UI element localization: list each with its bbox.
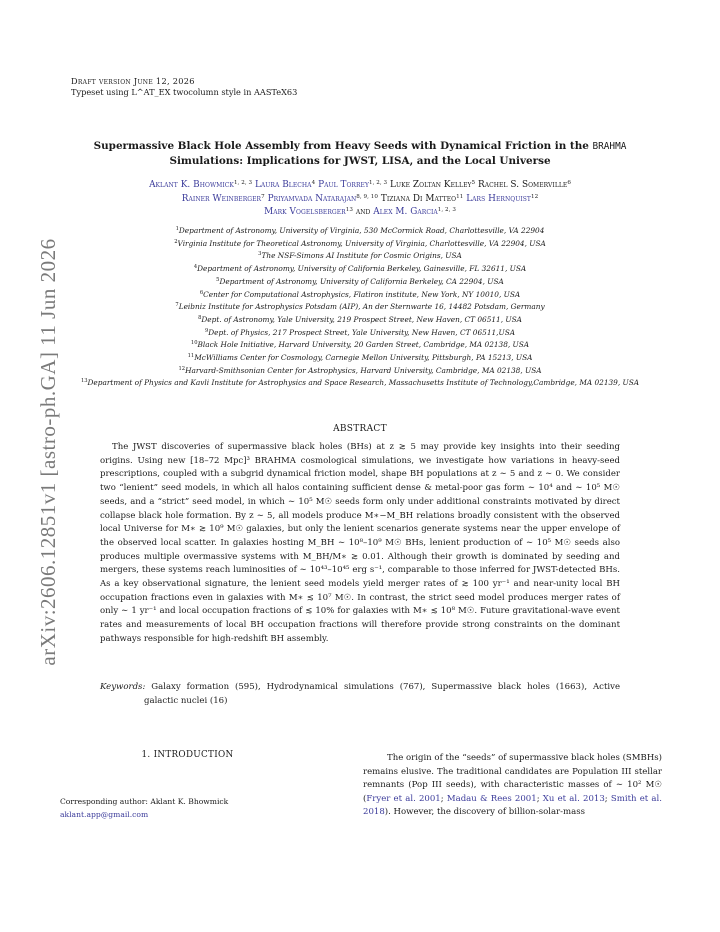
affiliation-number: 7: [175, 302, 179, 309]
citation-separator: ;: [536, 793, 543, 804]
affiliation-item: [55, 300, 665, 313]
typeset-line: Typeset using L^AT_EX twocolumn style in AASTeX63: [71, 86, 298, 97]
author-name[interactable]: Mark Vogelsberger: [264, 207, 346, 218]
author-affiliation-marker: 1, 2, 3: [369, 180, 388, 186]
affiliation-item: [55, 376, 665, 389]
author-affiliation-marker: 13: [345, 207, 353, 214]
author-name[interactable]: Paul Torrey: [318, 180, 369, 190]
affiliation-item: [55, 288, 665, 301]
author-affiliation-marker: 12: [530, 193, 539, 200]
author-name: Rachel S. Somerville: [478, 180, 568, 190]
intro-text-a: The origin of the “seeds” of supermassive black holes (SMBHs) remains elusive. The traditional candidates are Population III stellar remnants (Pop III seeds), with characteristic masses of ∼ 10² M☉ (: [363, 753, 662, 804]
paper-title: [60, 139, 660, 168]
affiliation-text: Harvard-Smithsonian Center for Astrophysics, Harvard University, Cambridge, MA 02138, USA: [185, 365, 542, 375]
affiliation-text: Department of Astronomy, University of Virginia, 530 McCormick Road, Charlottesville, VA 22904: [178, 226, 545, 235]
author-name[interactable]: Aklant K. Bhowmick: [149, 180, 234, 190]
affiliation-text: Department of Physics and Kavli Institute for Astrophysics and Space Research, Massachusetts Institute of Technology,Cambridge, MA 02139, USA: [87, 378, 640, 388]
author-name: Luke Zoltan Kelley: [390, 180, 472, 190]
author-affiliation-marker: 5: [471, 180, 476, 186]
affiliation-number: 8: [198, 314, 202, 321]
draft-version-line: Draft version June 12, 2026: [71, 76, 195, 86]
affiliation-number: 3: [258, 251, 262, 258]
citation-separator: ;: [440, 793, 447, 804]
author-and: and: [352, 207, 374, 218]
affiliation-text: The NSF-Simons AI Institute for Cosmic Origins, USA: [261, 251, 462, 261]
author-name[interactable]: Rainer Weinberger: [181, 193, 262, 204]
author-name[interactable]: Alex M. Garcia: [373, 207, 438, 218]
affiliation-item: [55, 351, 665, 364]
affiliation-text: Department of Astronomy, University of California Berkeley, CA 22904, USA: [219, 276, 504, 286]
affiliation-text: Dept. of Physics, 217 Prospect Street, Yale University, New Haven, CT 06511,USA: [208, 327, 516, 337]
affiliation-item: [55, 313, 665, 326]
author-name[interactable]: Laura Blecha: [254, 180, 312, 190]
affiliation-number: 2: [174, 238, 178, 245]
affiliation-text: Center for Computational Astrophysics, Flatiron institute, New York, NY 10010, USA: [203, 289, 521, 299]
affiliation-item: [55, 237, 665, 250]
affiliation-item: [55, 224, 665, 237]
keywords-label: Keywords:: [100, 682, 146, 692]
affiliation-number: 6: [199, 289, 204, 296]
affiliation-number: 13: [80, 378, 88, 385]
affiliation-text: Department of Astronomy, University of California Berkeley, Gainesville, FL 32611, USA: [197, 264, 527, 274]
affiliation-number: 4: [193, 264, 198, 271]
affiliation-list: [55, 224, 665, 389]
author-affiliation-marker: 1, 2, 3: [437, 207, 456, 214]
arxiv-identifier[interactable]: arXiv:2606.12851v1 [astro-ph.GA] 11 Jun 2026: [36, 238, 60, 666]
affiliation-number: 1: [175, 226, 179, 232]
introduction-paragraph: [363, 752, 662, 820]
corresponding-email-link[interactable]: aklant.app@gmail.com: [60, 810, 149, 819]
affiliation-number: 9: [204, 327, 209, 334]
author-affiliation-marker: 11: [456, 193, 464, 200]
affiliation-text: McWilliams Center for Cosmology, Carnegie Mellon University, Pittsburgh, PA 15213, USA: [194, 353, 533, 363]
author-name: Tiziana Di Matteo: [380, 193, 457, 204]
title-line1: Supermassive Black Hole Assembly from Heavy Seeds with Dynamical Friction in the: [93, 140, 589, 152]
affiliation-item: [55, 249, 665, 262]
title-brahma: BRAHMA: [592, 141, 627, 152]
page-header: [71, 76, 297, 97]
affiliation-text: Black Hole Initiative, Harvard University, 20 Garden Street, Cambridge, MA 02138, USA: [197, 340, 530, 350]
author-affiliation-marker: 8, 9, 10: [356, 193, 379, 200]
citation-link[interactable]: Fryer et al. 2001: [366, 793, 441, 804]
section-heading-introduction: 1. INTRODUCTION: [141, 750, 234, 760]
abstract-heading: ABSTRACT: [333, 424, 387, 434]
affiliation-item: [55, 364, 665, 377]
affiliation-number: 10: [190, 340, 198, 347]
affiliation-item: [55, 275, 665, 288]
abstract-body: The JWST discoveries of supermassive black holes (BHs) at z ≳ 5 may provide key insights into their seeding origins. Using new [18–72 Mpc]³ BRAHMA cosmological simulations, we investigate how variations in heavy-seed prescriptions, coupled with a subgrid dynamical friction model, shape BH populations at z ∼ 5 and z ∼ 0. We consider two “lenient” seed models, in which all halos containing sufficient dense & metal-poor gas form ∼ 10⁴ and ∼ 10⁵ M☉ seeds, and a “strict” seed model, in which ∼ 10⁵ M☉ seeds form only under additional constraints motivated by direct collapse black hole formation. By z ∼ 5, all models produce M∗−M_BH relations broadly consistent with the observed local Universe for M∗ ≳ 10⁹ M☉ galaxies, but only the lenient scenarios generate systems near the upper envelope of the observed local scatter. In galaxies hosting M_BH ∼ 10⁸–10⁹ M☉ BHs, lenient production of ∼ 10⁵ M☉ seeds also produces multiple overmassive systems with M_BH/M∗ ≳ 0.01. Although their growth is dominated by seeding and mergers, these systems reach luminosities of ∼ 10⁴³–10⁴⁵ erg s⁻¹, comparable to those inferred for JWST-detected BHs. As a key observational signature, the lenient seed models yield merger rates of ≳ 100 yr⁻¹ and near-unity local BH occupation fractions even in galaxies with M∗ ≲ 10⁷ M☉. In contrast, the strict seed model produces merger rates of only ∼ 1 yr⁻¹ and local occupation fractions of ≲ 10% for galaxies with M∗ ≲ 10⁸ M☉. Future gravitational-wave event rates and measurements of local BH occupation fractions will therefore provide strong constraints on the dominant pathways responsible for high-redshift BH assembly.: [100, 442, 620, 644]
affiliation-text: Leibniz Institute for Astrophysics Potsdam (AIP), An der Sternwarte 16, 14482 Potsdam, Germany: [178, 302, 545, 312]
affiliation-text: Virginia Institute for Theoretical Astronomy, University of Virginia, Charlottesville, VA 22904, USA: [177, 238, 546, 248]
citation-link[interactable]: Smith et al. 2018: [363, 793, 662, 818]
author-name[interactable]: Lars Hernquist: [466, 193, 531, 204]
affiliation-text: Dept. of Astronomy, Yale University, 219 Prospect Street, New Haven, CT 06511, USA: [201, 314, 522, 324]
affiliation-number: 11: [187, 353, 195, 360]
citation-separator: ;: [604, 793, 611, 804]
author-name[interactable]: Priyamvada Natarajan: [267, 193, 357, 204]
corresponding-author-label: Corresponding author: Aklant K. Bhowmick: [60, 797, 229, 806]
affiliation-item: [55, 262, 665, 275]
citation-link[interactable]: Xu et al. 2013: [542, 793, 605, 804]
author-affiliation-marker: 7: [261, 193, 265, 200]
author-affiliation-marker: 4: [311, 180, 316, 186]
affiliation-item: [55, 338, 665, 351]
author-affiliation-marker: 6: [567, 180, 571, 186]
title-line2: Simulations: Implications for JWST, LISA, and the Local Universe: [169, 155, 551, 167]
intro-text-b: ). However, the discovery of billion-solar-mass: [384, 807, 586, 818]
corresponding-author: [60, 795, 228, 821]
affiliation-number: 5: [216, 276, 220, 283]
citation-link[interactable]: Madau & Rees 2001: [446, 793, 537, 804]
affiliation-number: 12: [178, 365, 186, 372]
author-list: [60, 178, 660, 219]
author-affiliation-marker: 1, 2, 3: [233, 180, 253, 186]
keywords: [100, 681, 620, 708]
affiliation-item: [55, 326, 665, 339]
keywords-text: Galaxy formation (595), Hydrodynamical simulations (767), Supermassive black holes (1663), Active galactic nuclei (16): [144, 682, 621, 706]
